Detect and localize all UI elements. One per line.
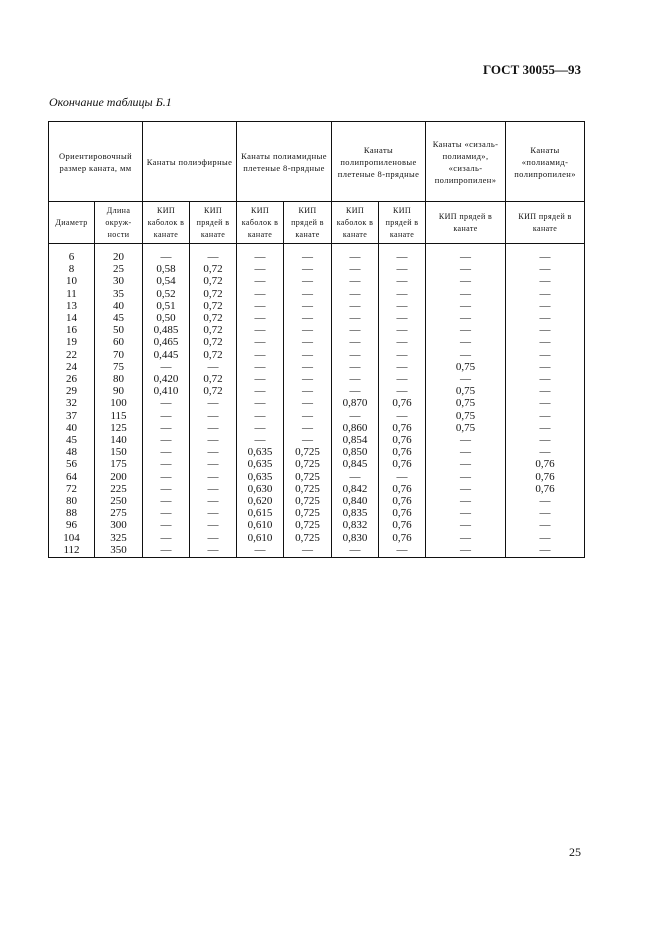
table-cell: 0,832 bbox=[332, 519, 379, 531]
table-cell: 0,52 bbox=[143, 288, 190, 300]
table-cell: — bbox=[237, 397, 284, 409]
table-cell: — bbox=[379, 336, 426, 348]
table-cell: — bbox=[506, 397, 585, 409]
table-cell: 64 bbox=[49, 471, 95, 483]
table-cell: 0,860 bbox=[332, 422, 379, 434]
table-cell: 40 bbox=[49, 422, 95, 434]
table-cell: — bbox=[426, 519, 506, 531]
table-cell: 40 bbox=[95, 300, 143, 312]
table-cell: 125 bbox=[95, 422, 143, 434]
table-cell: 96 bbox=[49, 519, 95, 531]
table-cell: 0,840 bbox=[332, 495, 379, 507]
sub-header-strand-coef: КИП прядей в канате bbox=[426, 202, 506, 244]
table-cell: — bbox=[284, 422, 332, 434]
table-cell: — bbox=[237, 361, 284, 373]
table-cell: — bbox=[506, 263, 585, 275]
table-cell: — bbox=[332, 275, 379, 287]
table-cell: 0,842 bbox=[332, 483, 379, 495]
table-cell: — bbox=[332, 288, 379, 300]
table-cell: — bbox=[426, 324, 506, 336]
document-code: ГОСТ 30055—93 bbox=[482, 62, 581, 77]
group-header-size: Ориентировочный размер каната, мм bbox=[49, 122, 143, 202]
table-cell: 0,72 bbox=[190, 275, 237, 287]
table-cell: 29 bbox=[49, 385, 95, 397]
table-cell: 0,725 bbox=[284, 471, 332, 483]
table-cell: — bbox=[426, 483, 506, 495]
table-cell: 26 bbox=[49, 373, 95, 385]
table-cell: — bbox=[190, 410, 237, 422]
sub-header-strand-coef: КИП прядей в канате bbox=[190, 202, 237, 244]
table-row bbox=[49, 422, 585, 434]
table-cell: 0,72 bbox=[190, 385, 237, 397]
table-cell: — bbox=[143, 544, 190, 558]
table-row bbox=[49, 458, 585, 470]
table-cell: — bbox=[237, 373, 284, 385]
sub-header-strand-coef: КИП прядей в канате bbox=[284, 202, 332, 244]
table-row bbox=[49, 312, 585, 324]
table-cell: — bbox=[190, 434, 237, 446]
table-cell: — bbox=[237, 336, 284, 348]
table-cell: — bbox=[190, 544, 237, 558]
table-cell: — bbox=[426, 446, 506, 458]
table-cell: 56 bbox=[49, 458, 95, 470]
table-cell: 0,610 bbox=[237, 532, 284, 544]
table-cell: — bbox=[426, 532, 506, 544]
table-cell: 0,835 bbox=[332, 507, 379, 519]
group-header-polyamide: Канаты полиамидные плетеные 8-прядные bbox=[237, 122, 332, 202]
table-cell: — bbox=[190, 446, 237, 458]
table-cell: 0,75 bbox=[426, 385, 506, 397]
table-cell: — bbox=[379, 373, 426, 385]
table-row bbox=[49, 288, 585, 300]
table-cell: — bbox=[237, 422, 284, 434]
table-cell: — bbox=[506, 373, 585, 385]
table-cell: — bbox=[143, 410, 190, 422]
table-cell: — bbox=[506, 288, 585, 300]
table-cell: 0,725 bbox=[284, 458, 332, 470]
table-cell: 0,76 bbox=[379, 458, 426, 470]
table-row bbox=[49, 244, 585, 264]
table-cell: — bbox=[426, 495, 506, 507]
sub-header-strand-coef: КИП прядей в канате bbox=[379, 202, 426, 244]
table-cell: — bbox=[506, 544, 585, 558]
table-cell: — bbox=[506, 519, 585, 531]
table-cell: — bbox=[379, 385, 426, 397]
table-cell: 0,76 bbox=[506, 471, 585, 483]
table-cell: — bbox=[426, 263, 506, 275]
table-cell: 0,725 bbox=[284, 483, 332, 495]
table-cell: 0,725 bbox=[284, 532, 332, 544]
table-cell: 48 bbox=[49, 446, 95, 458]
table-cell: — bbox=[237, 544, 284, 558]
table-cell: 325 bbox=[95, 532, 143, 544]
table-cell: — bbox=[143, 519, 190, 531]
table-cell: — bbox=[379, 349, 426, 361]
table-row bbox=[49, 410, 585, 422]
table-cell: — bbox=[284, 244, 332, 264]
table-cell: — bbox=[237, 410, 284, 422]
table-cell: 0,50 bbox=[143, 312, 190, 324]
table-cell: 75 bbox=[95, 361, 143, 373]
group-header-polyester: Канаты полиэфирные bbox=[143, 122, 237, 202]
sub-header-row bbox=[49, 202, 585, 244]
table-cell: 250 bbox=[95, 495, 143, 507]
table-cell: — bbox=[143, 244, 190, 264]
table-cell: 0,54 bbox=[143, 275, 190, 287]
table-cell: — bbox=[506, 349, 585, 361]
table-cell: 25 bbox=[95, 263, 143, 275]
table-row bbox=[49, 275, 585, 287]
table-cell: — bbox=[143, 422, 190, 434]
table-row bbox=[49, 336, 585, 348]
table-cell: — bbox=[426, 458, 506, 470]
group-header-polyamide-polypropylene: Канаты «полиамид-полипропилен» bbox=[506, 122, 585, 202]
table-cell: 72 bbox=[49, 483, 95, 495]
table-cell: 90 bbox=[95, 385, 143, 397]
table-cell: — bbox=[143, 483, 190, 495]
table-cell: — bbox=[506, 410, 585, 422]
table-row bbox=[49, 385, 585, 397]
table-cell: 0,72 bbox=[190, 324, 237, 336]
table-cell: 0,76 bbox=[379, 397, 426, 409]
table-cell: 0,72 bbox=[190, 336, 237, 348]
table-row bbox=[49, 507, 585, 519]
table-cell: 104 bbox=[49, 532, 95, 544]
table-cell: — bbox=[143, 471, 190, 483]
table-cell: — bbox=[506, 244, 585, 264]
table-cell: 11 bbox=[49, 288, 95, 300]
table-cell: — bbox=[190, 458, 237, 470]
table-cell: — bbox=[379, 361, 426, 373]
sub-header-circumference: Длина окруж-ности bbox=[95, 202, 143, 244]
table-cell: 115 bbox=[95, 410, 143, 422]
table-cell: — bbox=[237, 312, 284, 324]
table-row bbox=[49, 446, 585, 458]
table-cell: 35 bbox=[95, 288, 143, 300]
table-cell: 0,72 bbox=[190, 373, 237, 385]
table-cell: — bbox=[190, 361, 237, 373]
table-cell: 0,72 bbox=[190, 312, 237, 324]
sub-header-strand-coef: КИП прядей в канате bbox=[506, 202, 585, 244]
sub-header-yarn-coef: КИП каболок в канате bbox=[143, 202, 190, 244]
table-cell: — bbox=[190, 532, 237, 544]
table-cell: — bbox=[284, 312, 332, 324]
table-cell: — bbox=[426, 300, 506, 312]
table-row bbox=[49, 471, 585, 483]
table-cell: — bbox=[284, 434, 332, 446]
table-cell: 0,465 bbox=[143, 336, 190, 348]
table-cell: — bbox=[237, 385, 284, 397]
table-row bbox=[49, 349, 585, 361]
table-cell: 0,76 bbox=[379, 519, 426, 531]
table-cell: — bbox=[332, 544, 379, 558]
table-row bbox=[49, 300, 585, 312]
table-cell: — bbox=[426, 471, 506, 483]
table-row bbox=[49, 397, 585, 409]
table-cell: 0,76 bbox=[506, 483, 585, 495]
table-row bbox=[49, 544, 585, 558]
table-cell: — bbox=[506, 312, 585, 324]
table-cell: — bbox=[426, 349, 506, 361]
table-cell: — bbox=[506, 434, 585, 446]
table-cell: 0,854 bbox=[332, 434, 379, 446]
table-cell: — bbox=[237, 324, 284, 336]
table-cell: — bbox=[237, 288, 284, 300]
table-cell: — bbox=[190, 519, 237, 531]
table-cell: — bbox=[190, 507, 237, 519]
table-cell: 0,420 bbox=[143, 373, 190, 385]
table-cell: — bbox=[284, 373, 332, 385]
table-cell: 0,76 bbox=[379, 495, 426, 507]
table-cell: — bbox=[332, 324, 379, 336]
table-cell: — bbox=[284, 544, 332, 558]
table-cell: 0,72 bbox=[190, 349, 237, 361]
table-cell: — bbox=[143, 458, 190, 470]
table-cell: 140 bbox=[95, 434, 143, 446]
table-cell: — bbox=[284, 275, 332, 287]
group-header-row bbox=[49, 122, 585, 202]
group-header-polypropylene: Канаты полипропиленовые плетеные 8-прядные bbox=[332, 122, 426, 202]
table-cell: — bbox=[506, 336, 585, 348]
table-cell: — bbox=[332, 263, 379, 275]
table-cell: 0,870 bbox=[332, 397, 379, 409]
table-cell: — bbox=[237, 244, 284, 264]
table-cell: — bbox=[284, 336, 332, 348]
table-cell: 0,76 bbox=[379, 446, 426, 458]
table-cell: — bbox=[379, 263, 426, 275]
table-cell: — bbox=[426, 373, 506, 385]
table-cell: 8 bbox=[49, 263, 95, 275]
table-cell: — bbox=[379, 544, 426, 558]
table-cell: 0,75 bbox=[426, 397, 506, 409]
table-cell: 19 bbox=[49, 336, 95, 348]
table-cell: 200 bbox=[95, 471, 143, 483]
sub-header-yarn-coef: КИП каболок в канате bbox=[332, 202, 379, 244]
table-cell: 0,72 bbox=[190, 263, 237, 275]
table-cell: 13 bbox=[49, 300, 95, 312]
table-cell: — bbox=[284, 385, 332, 397]
table-cell: — bbox=[426, 275, 506, 287]
table-cell: — bbox=[332, 349, 379, 361]
table-cell: 0,635 bbox=[237, 446, 284, 458]
table-cell: — bbox=[284, 361, 332, 373]
table-cell: 225 bbox=[95, 483, 143, 495]
table-cell: 0,620 bbox=[237, 495, 284, 507]
table-cell: — bbox=[143, 532, 190, 544]
table-cell: 150 bbox=[95, 446, 143, 458]
table-cell: — bbox=[506, 507, 585, 519]
table-cell: — bbox=[143, 361, 190, 373]
table-cell: — bbox=[143, 507, 190, 519]
table-cell: — bbox=[506, 361, 585, 373]
table-cell: — bbox=[379, 288, 426, 300]
table-cell: — bbox=[379, 471, 426, 483]
table-row bbox=[49, 434, 585, 446]
table-cell: — bbox=[237, 434, 284, 446]
table-cell: — bbox=[143, 397, 190, 409]
table-body bbox=[49, 244, 585, 558]
table-cell: 275 bbox=[95, 507, 143, 519]
table-cell: — bbox=[190, 483, 237, 495]
table-cell: 30 bbox=[95, 275, 143, 287]
table-cell: 175 bbox=[95, 458, 143, 470]
table-cell: 0,630 bbox=[237, 483, 284, 495]
table-cell: 0,76 bbox=[379, 483, 426, 495]
table-cell: — bbox=[379, 410, 426, 422]
table-cell: — bbox=[190, 422, 237, 434]
table-cell: 0,51 bbox=[143, 300, 190, 312]
group-header-sisal: Канаты «сизаль-полиамид», «сизаль-полипропилен» bbox=[426, 122, 506, 202]
table-cell: — bbox=[506, 422, 585, 434]
table-cell: 0,725 bbox=[284, 495, 332, 507]
data-table bbox=[48, 121, 585, 558]
table-cell: 32 bbox=[49, 397, 95, 409]
table-cell: 70 bbox=[95, 349, 143, 361]
table-cell: 45 bbox=[95, 312, 143, 324]
table-cell: — bbox=[506, 324, 585, 336]
table-cell: — bbox=[284, 288, 332, 300]
table-cell: 45 bbox=[49, 434, 95, 446]
table-cell: 0,410 bbox=[143, 385, 190, 397]
table-cell: 300 bbox=[95, 519, 143, 531]
table-cell: — bbox=[379, 300, 426, 312]
table-cell: 0,72 bbox=[190, 300, 237, 312]
table-row bbox=[49, 519, 585, 531]
table-cell: 0,75 bbox=[426, 361, 506, 373]
table-cell: 50 bbox=[95, 324, 143, 336]
table-cell: — bbox=[426, 434, 506, 446]
table-cell: 0,725 bbox=[284, 507, 332, 519]
table-row bbox=[49, 263, 585, 275]
table-cell: 0,76 bbox=[379, 434, 426, 446]
table-cell: 0,75 bbox=[426, 410, 506, 422]
table-cell: 37 bbox=[49, 410, 95, 422]
table-cell: 350 bbox=[95, 544, 143, 558]
table-cell: — bbox=[190, 471, 237, 483]
table-cell: — bbox=[332, 336, 379, 348]
table-cell: — bbox=[237, 300, 284, 312]
table-cell: 0,76 bbox=[379, 507, 426, 519]
table-cell: — bbox=[506, 495, 585, 507]
table-cell: 80 bbox=[95, 373, 143, 385]
table-cell: 14 bbox=[49, 312, 95, 324]
table-cell: — bbox=[426, 544, 506, 558]
table-cell: — bbox=[426, 507, 506, 519]
table-cell: 24 bbox=[49, 361, 95, 373]
table-cell: 0,615 bbox=[237, 507, 284, 519]
table-cell: — bbox=[284, 349, 332, 361]
table-row bbox=[49, 373, 585, 385]
table-cell: 22 bbox=[49, 349, 95, 361]
table-caption: Окончание таблицы Б.1 bbox=[49, 95, 172, 109]
table-cell: 10 bbox=[49, 275, 95, 287]
table-cell: — bbox=[426, 288, 506, 300]
table-cell: 0,725 bbox=[284, 446, 332, 458]
table-cell: — bbox=[237, 263, 284, 275]
table-cell: — bbox=[332, 300, 379, 312]
table-row bbox=[49, 483, 585, 495]
table-cell: — bbox=[506, 300, 585, 312]
table-row bbox=[49, 361, 585, 373]
table-cell: 20 bbox=[95, 244, 143, 264]
table-cell: — bbox=[426, 244, 506, 264]
table-cell: 16 bbox=[49, 324, 95, 336]
table-cell: 0,635 bbox=[237, 471, 284, 483]
table-cell: 0,725 bbox=[284, 519, 332, 531]
table-cell: — bbox=[143, 495, 190, 507]
table-cell: 88 bbox=[49, 507, 95, 519]
table-cell: — bbox=[284, 397, 332, 409]
table-cell: 0,610 bbox=[237, 519, 284, 531]
table-row bbox=[49, 495, 585, 507]
table-cell: — bbox=[190, 244, 237, 264]
table-cell: — bbox=[379, 324, 426, 336]
table-row bbox=[49, 324, 585, 336]
table-cell: — bbox=[143, 446, 190, 458]
table-cell: 0,76 bbox=[506, 458, 585, 470]
table-cell: — bbox=[284, 410, 332, 422]
table-cell: 0,635 bbox=[237, 458, 284, 470]
table-cell: 100 bbox=[95, 397, 143, 409]
table-cell: — bbox=[332, 312, 379, 324]
table-cell: — bbox=[426, 312, 506, 324]
table-cell: 0,72 bbox=[190, 288, 237, 300]
table-cell: — bbox=[332, 471, 379, 483]
table-cell: — bbox=[332, 361, 379, 373]
table-cell: 0,850 bbox=[332, 446, 379, 458]
table-cell: 0,485 bbox=[143, 324, 190, 336]
table-cell: — bbox=[506, 446, 585, 458]
table-cell: — bbox=[284, 300, 332, 312]
table-cell: — bbox=[332, 373, 379, 385]
table-cell: — bbox=[284, 263, 332, 275]
table-cell: — bbox=[426, 336, 506, 348]
table-cell: 60 bbox=[95, 336, 143, 348]
table-cell: — bbox=[506, 532, 585, 544]
table-cell: 112 bbox=[49, 544, 95, 558]
table-cell: 0,76 bbox=[379, 422, 426, 434]
table-cell: — bbox=[190, 397, 237, 409]
table-cell: 0,75 bbox=[426, 422, 506, 434]
sub-header-diameter: Диаметр bbox=[49, 202, 95, 244]
table-cell: — bbox=[237, 349, 284, 361]
table-cell: 0,76 bbox=[379, 532, 426, 544]
table-cell: — bbox=[506, 275, 585, 287]
sub-header-yarn-coef: КИП каболок в канате bbox=[237, 202, 284, 244]
page-number: 25 bbox=[569, 845, 581, 859]
table-cell: 0,845 bbox=[332, 458, 379, 470]
table-cell: 80 bbox=[49, 495, 95, 507]
table-cell: — bbox=[143, 434, 190, 446]
table-cell: — bbox=[379, 275, 426, 287]
table-cell: — bbox=[506, 385, 585, 397]
table-row bbox=[49, 532, 585, 544]
table-cell: — bbox=[332, 244, 379, 264]
table-cell: 0,830 bbox=[332, 532, 379, 544]
table-cell: — bbox=[190, 495, 237, 507]
table-cell: 0,445 bbox=[143, 349, 190, 361]
table-cell: 6 bbox=[49, 244, 95, 264]
table-cell: — bbox=[237, 275, 284, 287]
table-cell: 0,58 bbox=[143, 263, 190, 275]
table-cell: — bbox=[332, 410, 379, 422]
table-cell: — bbox=[332, 385, 379, 397]
table-cell: — bbox=[379, 312, 426, 324]
table-cell: — bbox=[379, 244, 426, 264]
table-cell: — bbox=[284, 324, 332, 336]
